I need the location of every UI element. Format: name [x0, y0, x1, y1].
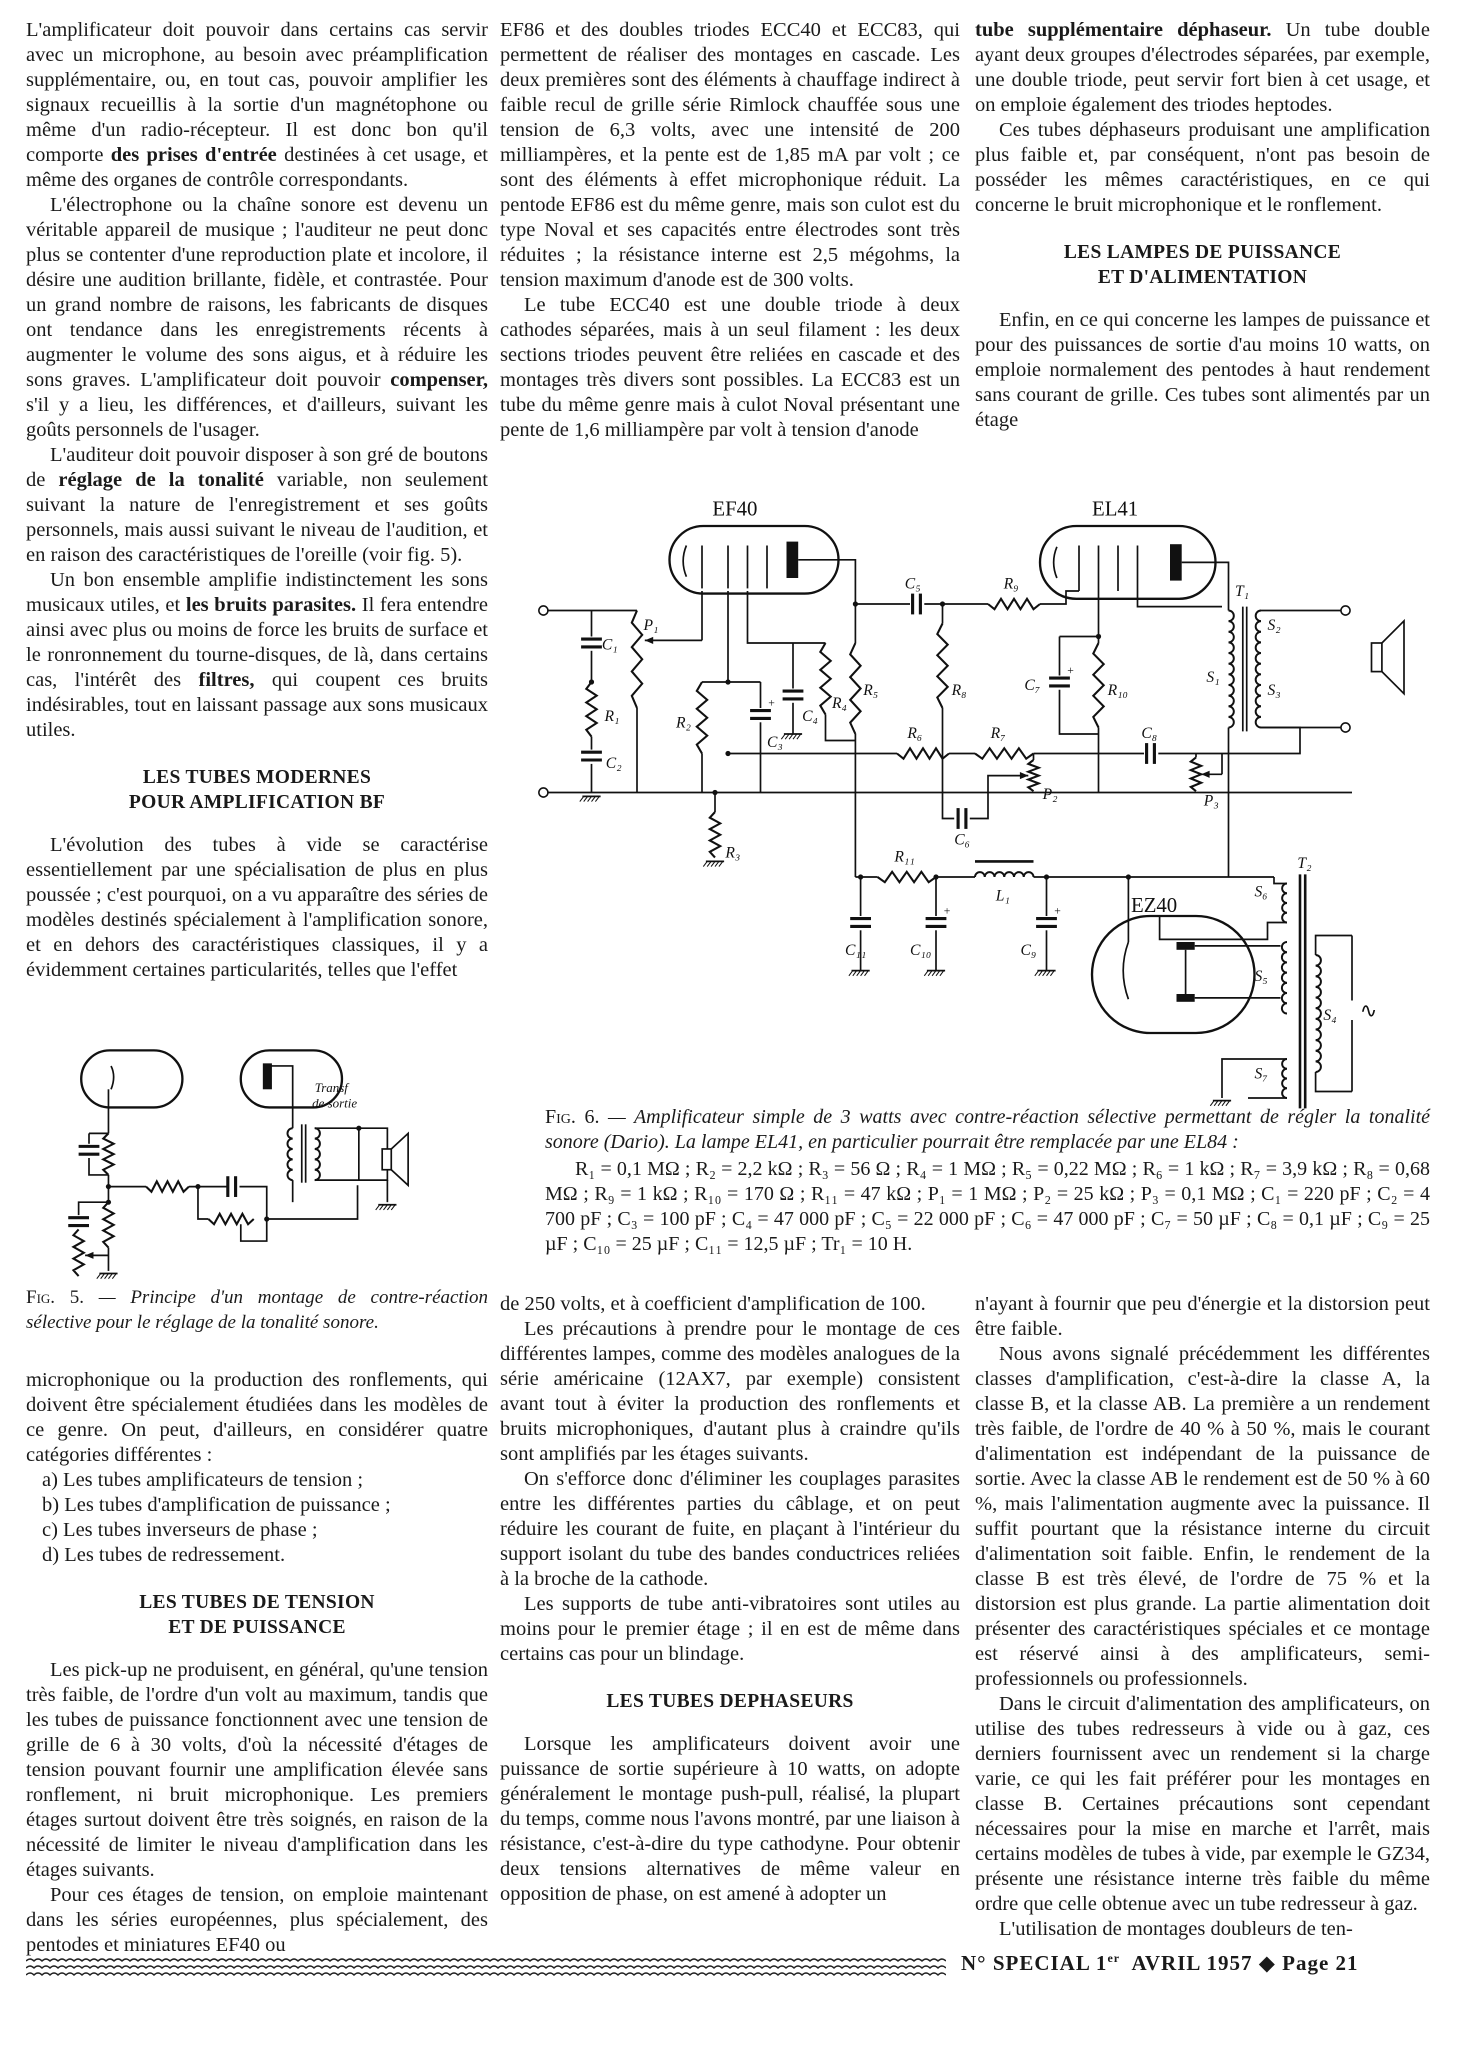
capacitor-c11: [850, 919, 871, 927]
text-run: n'ayant à fournir que peu d'énergie et la distorsion peut être faible.: [975, 1293, 1430, 1340]
terminal: [539, 788, 548, 797]
text-run: microphonique ou la production des ronflements, qui doivent être spécialement étudiées dans les modèles de ce genre. On peut, d'ailleurs, en considérer quatre catégories différentes :: [26, 1369, 488, 1466]
resistor-r11: [878, 872, 937, 882]
wire: [1316, 936, 1352, 956]
section-heading-line: ET D'ALIMENTATION: [1097, 267, 1308, 288]
footer-issue: N° SPECIAL 1: [961, 1951, 1108, 1975]
section-heading: [500, 1689, 960, 1714]
component-label-r8: R₈: [951, 682, 967, 699]
ground-icon: [376, 1205, 397, 1210]
text-run: Les pick-up ne produisent, en général, qu'une tension très faible, de l'ordre d'un volt au maximum, tandis que les tubes de puissance fonctionnent avec une tension de grille de 6 à 30 volts, d'où la nécessité d'étages de tension pouvant fournir une amplification élevée sans ronflement, ni bruit microphonique. Les premiers étages surtout doivent être très soignés, en raison de la nécessité de limiter le niveau d'amplification dans les étages suivants.: [26, 1659, 488, 1881]
speaker-icon: [382, 1149, 391, 1170]
junction-dot: [712, 790, 717, 795]
paragraph: [975, 18, 1430, 118]
polarity-plus-icon: +: [943, 904, 951, 918]
component-label-s6: S₆: [1254, 883, 1268, 901]
text-run: c) Les tubes inverseurs de phase ;: [42, 1519, 318, 1541]
section-heading-line: LES LAMPES DE PUISSANCE: [1063, 242, 1342, 263]
component-label-r3: R₃: [725, 844, 741, 862]
component-label-c9: C₉: [1020, 942, 1037, 959]
component-label-r5: R₅: [863, 682, 879, 699]
text-run: Dans le circuit d'alimentation des amplificateurs, on utilise des tubes redresseurs à vide ou à gaz, ces derniers fournissent avec un rendement si la charge varie, ce qui les fait préférer pour les montages en classe B. Certaines précautions sont cependant nécessaires pour la mise en marche et l'arrêt, mais certains modèles de tubes à vide, par exemple le GZ34, présente une résistance interne très faible du même ordre que celle obtenue avec un tube redresseur à gaz.: [975, 1693, 1430, 1915]
paragraph: [500, 1467, 960, 1592]
resistor: [146, 1181, 189, 1191]
component-label-ef40: EF40: [712, 497, 758, 521]
component-label-r4: R₄: [832, 695, 847, 712]
choke-l1: [975, 872, 1034, 877]
wire: [970, 776, 1008, 819]
component-label-c8: C₈: [1141, 724, 1158, 742]
paragraph: [26, 443, 488, 568]
transformer-t1-primary: [1229, 611, 1234, 728]
component-label-s2: S₂: [1267, 617, 1281, 634]
cathode-icon: [111, 1066, 114, 1089]
wire: [269, 1066, 292, 1128]
paragraph: [500, 293, 960, 443]
wiper-arrow-icon: [1020, 772, 1028, 779]
capacitor-c1: [581, 639, 602, 647]
paragraph: [500, 1317, 960, 1467]
speaker-icon: [1372, 643, 1382, 672]
component-label-r10: R₁₀: [1107, 682, 1128, 699]
column-left-bottom: [26, 1368, 488, 1958]
potentiometer-p1: [632, 611, 642, 709]
ground-hatch: [924, 971, 928, 976]
footer-issue-sup: er: [1107, 1951, 1121, 1965]
capacitor-c6: [958, 808, 966, 829]
component-label-r6: R₆: [907, 724, 923, 742]
component-label-c3: C₃: [767, 734, 783, 751]
anode-plate: [1170, 544, 1182, 580]
decorative-wave-rule: [26, 1956, 946, 1982]
paragraph: [500, 1292, 960, 1317]
potentiometer: [73, 1229, 83, 1276]
paragraph: [975, 1292, 1430, 1342]
text-run: On s'efforce donc d'éliminer les couplages parasites entre les différentes parties du câblage, et on peut réduire les courant de fuite, en plaçant à l'intérieur du support isolant du tube des bandes conductrices reliées à la broche de la cathode.: [500, 1468, 960, 1590]
component-label-c4: C₄: [802, 708, 818, 725]
figure-6-schematic: [520, 487, 1430, 1111]
paragraph: [26, 1883, 488, 1958]
column-right-top: [975, 18, 1430, 433]
wire: [241, 1219, 267, 1241]
bold-text: tube supplémentaire déphaseur.: [975, 19, 1272, 41]
ground-hatch: [97, 1274, 101, 1279]
capacitor-c4: [783, 691, 804, 699]
text-run: L'amplificateur doit pouvoir dans certains cas servir avec un microphone, au besoin avec préamplification supplémentaire, ou, en tout cas, pouvoir amplifier les signaux recueillis à la sortie d'un magnétophone ou même d'un radio-récepteur. Il est donc bon qu'il comporte: [26, 19, 488, 166]
diamond-icon: ◆: [1258, 1951, 1276, 1975]
anode-plate: [787, 542, 799, 578]
figure-6-caption-text: — Amplificateur simple de 3 watts avec contre-réaction sélective permettant de régler la tonalité sonore (Dario). La lampe EL41, en particulier pourrait être remplacée par une EL84 :: [545, 1106, 1430, 1153]
component-label-s5: S₅: [1254, 968, 1268, 985]
transformer-secondary: [315, 1128, 320, 1180]
wiper-arrow-icon: [85, 1252, 93, 1259]
wire: [943, 793, 955, 819]
component-label-c10: C₁₀: [910, 942, 932, 959]
text-run: L'utilisation de montages doubleurs de ten-: [999, 1918, 1353, 1940]
transformer-label: de sortie: [312, 1095, 358, 1111]
wiper-arrow-icon: [645, 637, 653, 644]
capacitor-c8: [1147, 743, 1155, 764]
ground-icon: [924, 971, 945, 976]
junction-dot: [725, 751, 730, 756]
capacitor-c9: [1036, 905, 1061, 927]
text-run: b) Les tubes d'amplification de puissance ;: [42, 1494, 391, 1516]
list-item: [26, 1518, 488, 1543]
resistor-r8: [937, 624, 947, 709]
resistor-r4: [820, 643, 830, 715]
text-run: de 250 volts, et à coefficient d'amplification de 100.: [500, 1293, 926, 1315]
capacitor-c2: [581, 752, 602, 760]
polarity-plus-icon: +: [768, 696, 775, 710]
resistor-r2: [697, 682, 707, 754]
paragraph: [975, 1692, 1430, 1917]
component-label-p3: P₃: [1203, 792, 1219, 810]
terminal: [1341, 606, 1350, 615]
ground-hatch: [1035, 971, 1039, 976]
capacitor-c10: [926, 905, 951, 927]
column-middle-bottom: [500, 1292, 960, 1907]
ground-icon: [580, 796, 601, 801]
paragraph: [975, 1342, 1430, 1692]
text-run: Enfin, en ce qui concerne les lampes de puissance et pour des puissances de sortie d'au moins 10 watts, on emploie normalement des pentodes à haut rendement sans courant de grille. Ces tubes sont alimentés par un étage: [975, 309, 1430, 431]
potentiometer: [208, 1214, 253, 1224]
wire: [798, 560, 855, 604]
resistor: [103, 1133, 113, 1175]
junction-dot: [1126, 874, 1131, 879]
figure-6-caption: [545, 1105, 1430, 1257]
resistor-r6: [897, 748, 949, 758]
component-label-r7: R₇: [990, 724, 1006, 742]
section-heading: [26, 1590, 488, 1640]
text-run: Les supports de tube anti-vibratoires sont utiles au moins pour le premier étage ; il en est de même dans certains cas pour un blindage.: [500, 1593, 960, 1665]
paragraph: [975, 118, 1430, 218]
resistor: [103, 1202, 113, 1247]
figure-5-caption-text: — Principe d'un montage de contre-réaction sélective pour le réglage de la tonalité sonore.: [26, 1287, 488, 1333]
component-label-c6: C₆: [954, 831, 971, 849]
tube-1: [81, 1050, 182, 1107]
component-label-r11: R₁₁: [894, 848, 915, 866]
component-label-s7: S₇: [1254, 1065, 1268, 1083]
polarity-plus-icon: +: [1067, 664, 1074, 678]
resistor-r7: [975, 748, 1034, 758]
potentiometer-p2: [1028, 760, 1038, 791]
transformer-t2-s6: [1282, 884, 1287, 923]
paragraph: [26, 193, 488, 443]
list-item: [26, 1493, 488, 1518]
component-label-s4: S₄: [1323, 1007, 1337, 1024]
list-item: [26, 1468, 488, 1493]
resistor-r3: [710, 812, 720, 858]
footer-date: AVRIL 1957: [1131, 1951, 1253, 1975]
component-label-r9: R₉: [1003, 575, 1019, 593]
paragraph: [500, 18, 960, 293]
capacitor: [228, 1176, 236, 1197]
section-heading-line: LES TUBES DEPHASEURS: [606, 1691, 854, 1712]
junction-dot: [933, 874, 938, 879]
cathode-icon: [1123, 942, 1128, 999]
column-middle-top: [500, 18, 960, 443]
page-footer: [26, 1950, 1430, 1984]
capacitor: [79, 1146, 100, 1154]
paragraph: [500, 1732, 960, 1907]
component-label-l1: L₁: [995, 887, 1010, 905]
figure-5-number: Fig. 5.: [26, 1287, 84, 1308]
component-label-c2: C₂: [605, 754, 622, 772]
resistor-r1: [586, 682, 596, 737]
potentiometer-p3: [1191, 757, 1201, 791]
page-number: Page 21: [1282, 1951, 1359, 1975]
text-run: L'évolution des tubes à vide se caractérise essentiellement par une spécialisation de plus en plus poussée ; c'est pourquoi, on a vu apparaître des séries de modèles destinés spécialement à l'amplification sonore, et en dehors des caractéristiques classiques, il y a évidemment certaines particularités, telles que l'effet: [26, 834, 488, 981]
component-label-p2: P₂: [1042, 786, 1058, 803]
text-run: Les précautions à prendre pour le montage de ces différentes lampes, comme des modèles analogues de la série américaine (12AX7, par exemple) consistent avant tout à éviter la production des ronflements et bruits microphoniques, d'autant plus à craindre qu'ils sont amplifiés par les étages suivants.: [500, 1318, 960, 1465]
component-label-p1: P₁: [643, 617, 659, 634]
bold-text: les bruits parasites.: [185, 594, 357, 616]
paragraph: [975, 308, 1430, 433]
speaker-cone: [391, 1133, 408, 1185]
text-run: L'électrophone ou la chaîne sonore est devenu un véritable appareil de musique ; l'auditeur ne peut donc plus se contenter d'une reproduction plate et incolore, il désire une audition brillante, fidèle, et contrastée. Pour un grand nombre de raisons, les fabricants de disques ont tendance dans les enregistrements récents à augmenter le volume des sons aigus, et à réduire les sons graves. L'amplificateur doit pouvoir: [26, 194, 488, 391]
ground-hatch: [703, 861, 707, 866]
figure-5-schematic: [26, 1040, 488, 1280]
section-heading: [975, 240, 1430, 290]
junction-dot: [589, 679, 594, 684]
wire: [267, 1185, 358, 1219]
component-label-s1: S₁: [1206, 669, 1220, 686]
wiper-arrow-icon: [1201, 771, 1209, 778]
component-label-c5: C₅: [904, 575, 921, 593]
wave-line: [26, 1966, 946, 1968]
transformer-t1-secondary: [1256, 611, 1261, 728]
text-run: Pour ces étages de tension, on emploie maintenant dans les séries européennes, plus spécialement, des pentodes et miniatures EF40 ou: [26, 1884, 488, 1956]
paragraph: [500, 1592, 960, 1667]
component-label-el41: EL41: [1092, 497, 1139, 521]
component-label-t1: T₁: [1235, 583, 1250, 601]
component-label-c11: C₁₁: [845, 942, 867, 959]
section-heading: [26, 765, 488, 815]
text-run: Il fera entendre ainsi avec plus ou moins de force les bruits de surface et le ronronnement du tourne-disques, de là, dans certains cas, l'intérêt des: [26, 594, 488, 691]
resistor-r9: [988, 599, 1040, 609]
paragraph: [26, 568, 488, 743]
text-run: Le tube ECC40 est une double triode à deux cathodes séparées, mais à un seul filament : les deux sections triodes peuvent être reliées en cascade et des montages très divers sont possibles. La ECC83 est un tube du même genre mais à culot Noval présentant une pente de 1,6 milliampère par volt à tension d'anode: [500, 294, 960, 441]
wire: [1274, 877, 1287, 884]
component-label-s3: S₃: [1267, 682, 1281, 699]
transformer-t2-s7: [1282, 1059, 1287, 1098]
junction-dot: [858, 874, 863, 879]
junction-dot: [1044, 874, 1049, 879]
text-run: d) Les tubes de redressement.: [42, 1544, 286, 1566]
transformer-label: Transf: [314, 1079, 348, 1095]
component-label-r2: R₂: [676, 714, 691, 732]
figure-5-caption: [26, 1285, 488, 1335]
anode-plate: [1177, 942, 1195, 950]
capacitor: [68, 1218, 89, 1226]
polarity-plus-icon: +: [1054, 904, 1061, 918]
text-run: qui coupent ces bruits indésirables, tout en laissant passage aux sons musicaux utiles.: [26, 669, 488, 741]
transformer-primary: [287, 1128, 292, 1180]
section-heading-line: LES TUBES MODERNES: [142, 767, 372, 788]
section-heading-line: ET DE PUISSANCE: [168, 1617, 346, 1638]
footer-issue-info: [961, 1950, 1359, 1976]
text-run: L'auditeur doit pouvoir disposer à son gré de boutons de: [26, 444, 488, 491]
figure-6-number: Fig. 6.: [545, 1106, 600, 1128]
figure-6-component-values: R₁ = 0,1 MΩ ; R₂ = 2,2 kΩ ; R₃ = 56 Ω ; R₄ = 1 MΩ ; R₅ = 0,22 MΩ ; R₆ = 1 kΩ ; R₇ = 3,9 kΩ ; R₈ = 0,68 MΩ ; R₉ = 1 kΩ ; R₁₀ = 170 Ω ; R₁₁ = 47 kΩ ; P₁ = 1 MΩ ; P₂ = 25 kΩ ; P₃ = 0,1 MΩ ; C₁ = 220 pF ; C₂ = 4 700 pF ; C₃ = 100 pF ; C₄ = 47 000 pF ; C₅ = 22 000 pF ; C₆ = 47 000 pF ; C₇ = 50 µF ; C₈ = 0,1 µF ; C₉ = 25 µF ; C₁₀ = 25 µF ; C₁₁ = 12,5 µF ; Tr₁ = 10 H.: [545, 1158, 1430, 1255]
column-left-top: [26, 18, 488, 983]
cathode-icon: [683, 546, 686, 577]
tube-ez40: [1092, 916, 1255, 1033]
speaker-cone: [1382, 621, 1404, 694]
wire: [1316, 1072, 1352, 1092]
component-label-c7: C₇: [1024, 676, 1041, 694]
text-run: variable, non seulement suivant la nature de l'enregistrement et ses goûts personnels, mais aussi suivant le niveau de l'audition, et en raison des caractéristiques de l'oreille (voir fig. 5).: [26, 469, 488, 566]
wave-line: [26, 1973, 946, 1975]
text-run: Ces tubes déphaseurs produisant une amplification plus faible et, par conséquent, n'ont pas besoin de posséder les mêmes caractéristiques, en ce qui concerne le bruit microphonique et le ronflement.: [975, 119, 1430, 216]
wire: [1160, 916, 1287, 939]
bold-text: réglage de la tonalité: [58, 469, 264, 491]
ground-icon: [97, 1274, 118, 1279]
paragraph: [26, 1368, 488, 1468]
bold-text: compenser,: [390, 369, 488, 391]
capacitor-c7: [1049, 664, 1074, 686]
text-run: a) Les tubes amplificateurs de tension ;: [42, 1469, 364, 1491]
wire: [748, 591, 826, 643]
cathode-icon: [1054, 547, 1057, 578]
anode-plate: [263, 1063, 272, 1089]
wire: [826, 715, 856, 741]
bold-text: des prises d'entrée: [110, 144, 277, 166]
wire: [315, 1128, 388, 1149]
ground-icon: [1035, 971, 1056, 976]
text-run: s'il y a lieu, les différences, et d'ailleurs, suivant les goûts personnels de l'usager.: [26, 394, 488, 441]
ground-hatch: [580, 796, 584, 801]
component-label-c1: C₁: [601, 636, 618, 654]
text-run: EF86 et des doubles triodes ECC40 et ECC83, qui permettent de réaliser des montages en cascade. Les deux premières sont des éléments à chauffage indirect à faible recul de grille série Rimlock chauffée sous une tension de 6,3 volts, avec une intensité de 200 milliampères, et la pente est de 1,85 mA par volt ; ce sont des éléments à effet microphonique réduit. La pentode EF86 est du même genre, mais son culot est du type Noval et ses capacités entre électrodes sont très réduites ; la résistance interne est 2,5 mégohms, la tension maximum d'anode est de 300 volts.: [500, 19, 960, 291]
paragraph: [26, 18, 488, 193]
component-label-t2: T₂: [1297, 854, 1312, 872]
text-run: destinées à cet usage, et même des organes de contrôle correspondants.: [26, 144, 488, 191]
terminal: [539, 606, 548, 615]
text-run: Un tube double ayant deux groupes d'électrodes séparées, par exemple, une double triode, peut servir fort bien à cet usage, et on emploie également des triodes heptodes.: [975, 19, 1430, 116]
text-run: Nous avons signalé précédemment les différentes classes d'amplification, c'est-à-dire la classe A, la classe B, et la classe AB. La première a un rendement très faible, de l'ordre de 40 % à 50 %, mais le courant d'alimentation est indépendant de la puissance de sortie. Avec la classe AB le rendement est de 50 % à 60 %, mais l'alimentation augmente avec la puissance. Il suffit pourtant que la résistance interne du circuit d'alimentation soit faible. Enfin, le rendement de la classe B est très élevé, de l'ordre de 75 % et la distorsion est plus grande. La partie alimentation doit présenter des caractéristiques spéciales et ce montage est réservé ainsi à des amplificateurs, semi-professionnels ou professionnels.: [975, 1343, 1430, 1690]
column-right-bottom: [975, 1292, 1430, 1942]
transformer-t2-s5: [1282, 942, 1287, 1014]
capacitor-c3: [750, 697, 775, 719]
anode-plate: [1177, 994, 1195, 1002]
transformer-t2-primary-s4: [1316, 955, 1321, 1072]
text-run: Lorsque les amplificateurs doivent avoir une puissance de sortie supérieure à 10 watts, on adopte généralement le montage push-pull, réalisé, la plupart du temps, comme nous l'avons montré, par une liaison à résistance, c'est-à-dire du type cathodyne. Pour obtenir deux tensions alternatives de même valeur en opposition de phase, on est amené à adopter un: [500, 1733, 960, 1905]
bold-text: filtres,: [198, 669, 255, 691]
capacitor-c5: [913, 594, 921, 615]
paragraph: [26, 1658, 488, 1883]
ground-icon: [849, 971, 870, 976]
section-heading-line: LES TUBES DE TENSION: [139, 1592, 375, 1613]
resistor-r5: [850, 643, 860, 734]
component-label-r1: R₁: [604, 708, 620, 725]
ground-icon: [703, 861, 724, 866]
ground-icon: [781, 734, 802, 739]
paragraph: [975, 1917, 1430, 1942]
component-label-ez40: EZ40: [1131, 894, 1178, 918]
wave-line: [26, 1959, 946, 1961]
text-run: Un bon ensemble amplifie indistinctement les sons musicaux utiles, et: [26, 569, 488, 616]
wire: [315, 1170, 388, 1180]
ground-hatch: [849, 971, 853, 976]
ground-hatch: [376, 1205, 380, 1210]
list-item: [26, 1543, 488, 1568]
terminal: [1341, 723, 1350, 732]
paragraph: [26, 833, 488, 983]
ac-mains-icon: ∿: [1359, 999, 1378, 1023]
section-heading-line: POUR AMPLIFICATION BF: [128, 792, 386, 813]
wire: [198, 1187, 208, 1219]
resistor-r10: [1093, 643, 1103, 728]
